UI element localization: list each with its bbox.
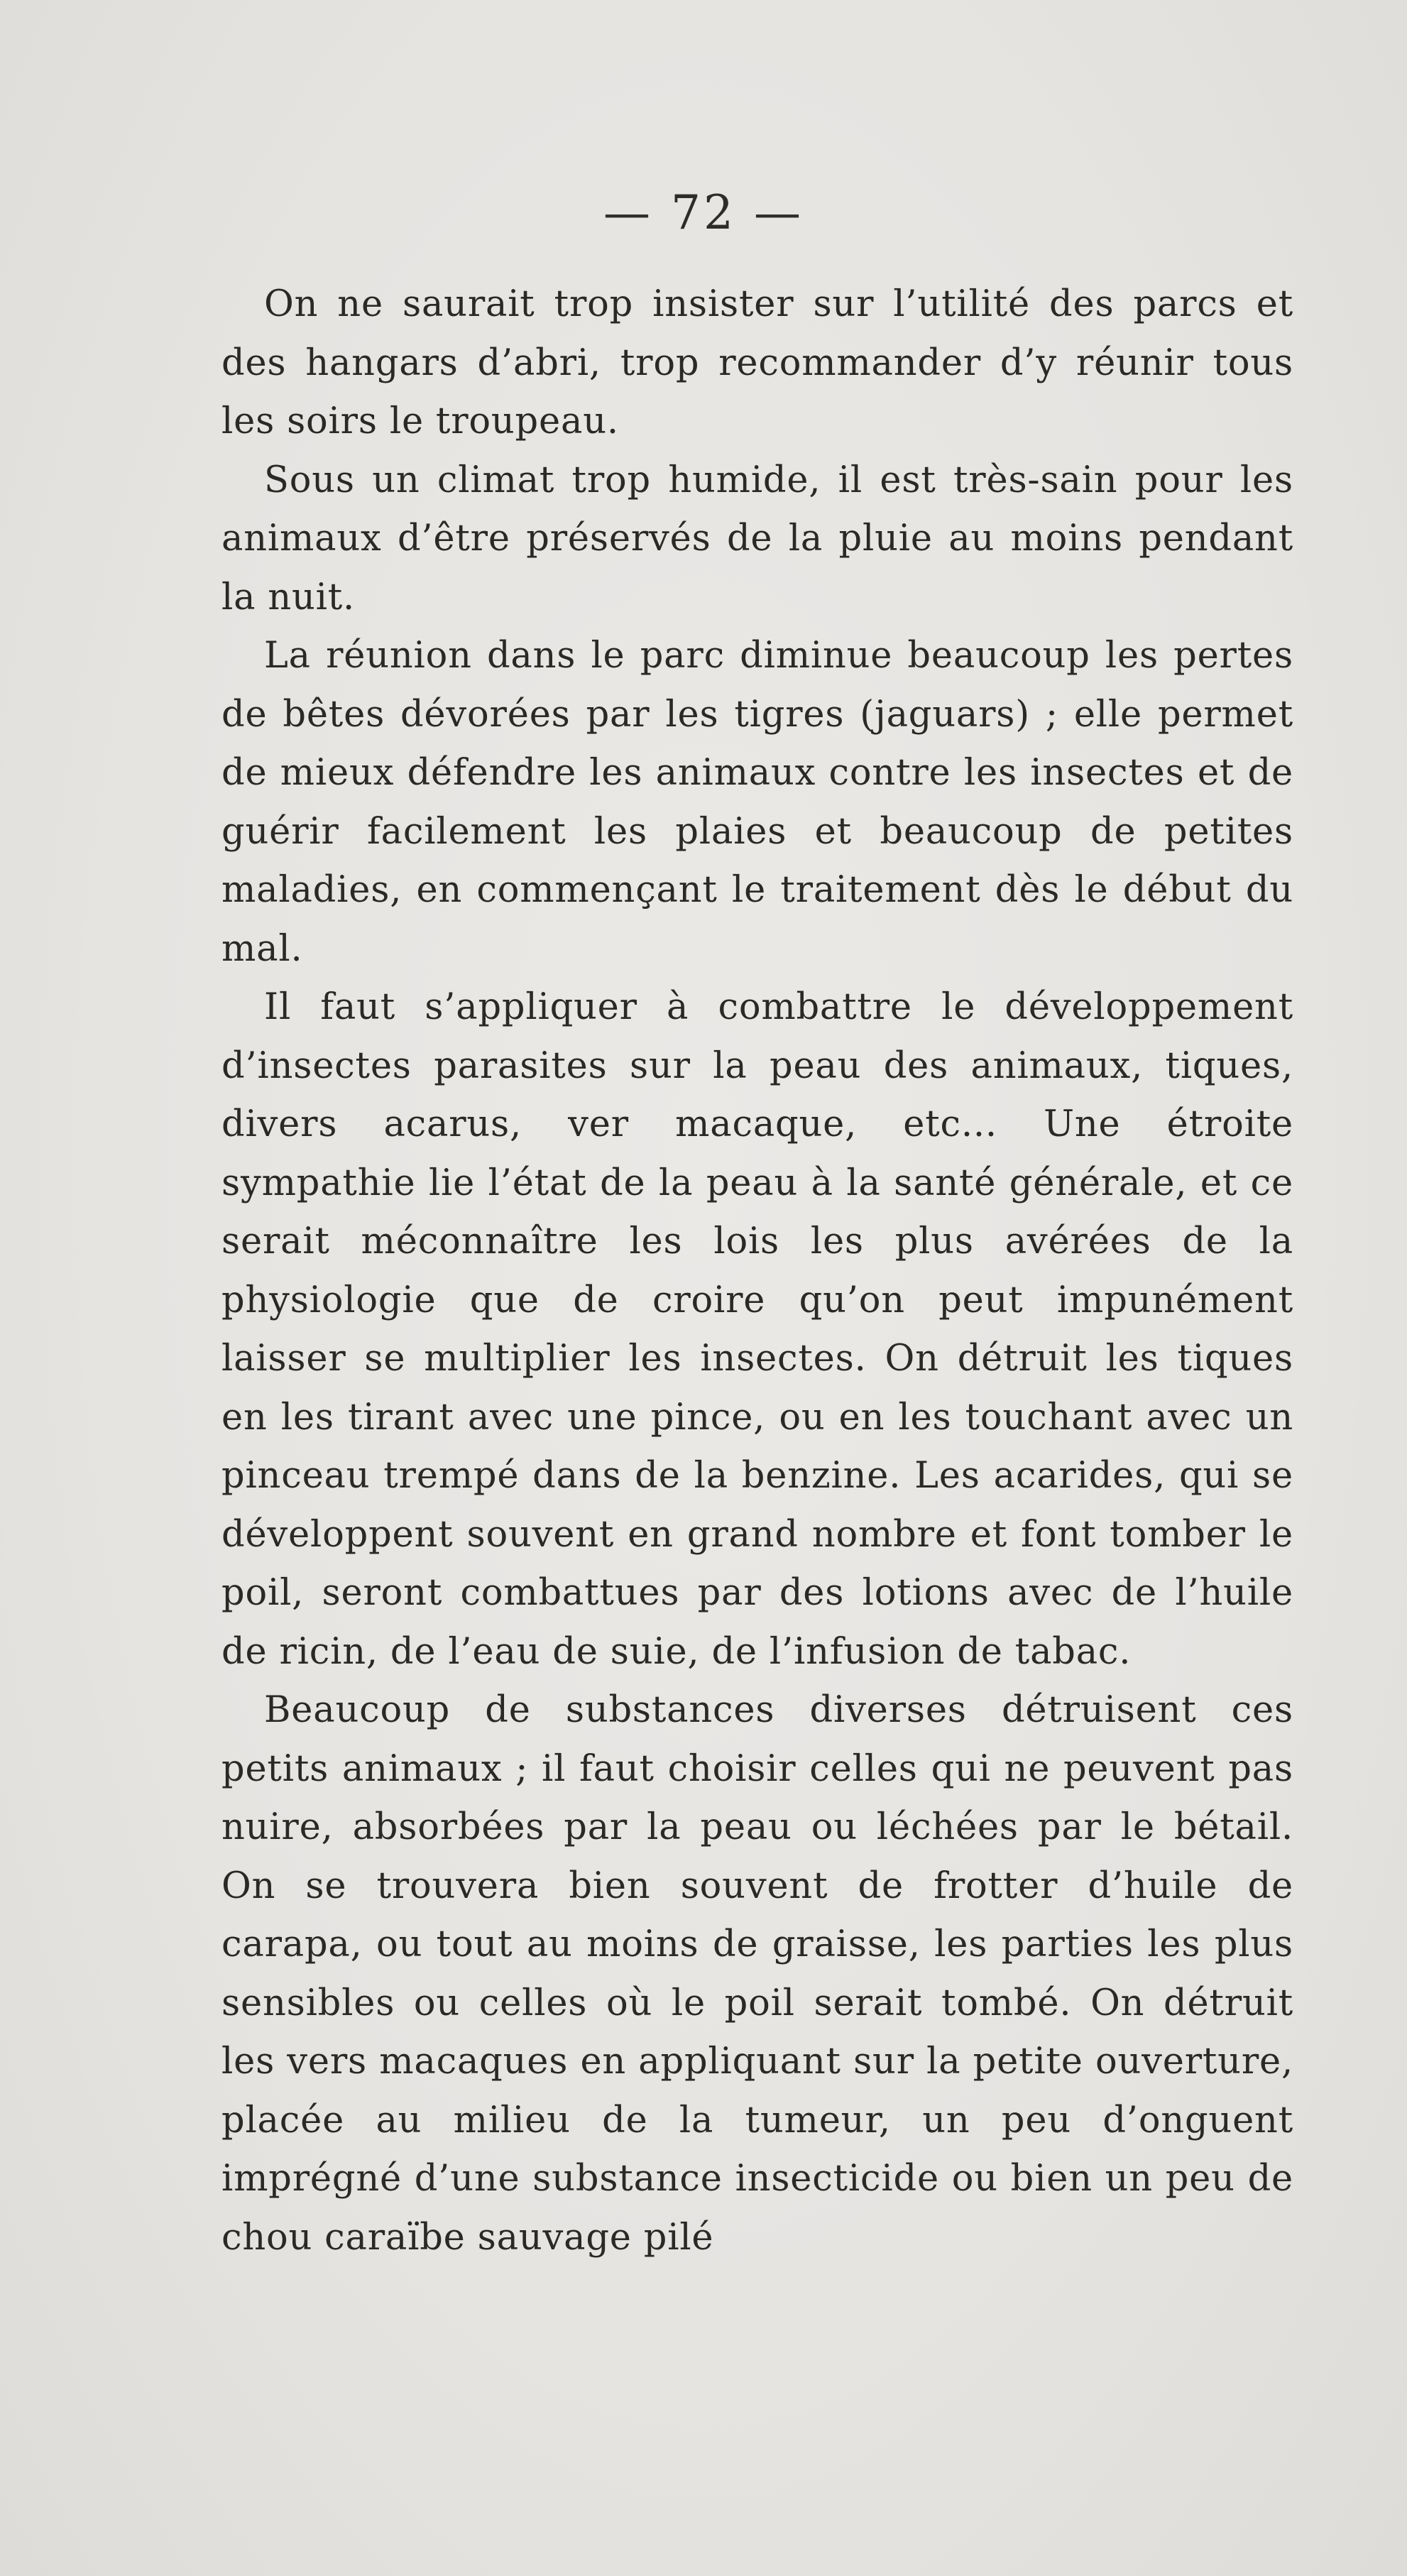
paragraph-humid-climate: Sous un climat trop humide, il est très-sain pour les animaux d’être préservés de la pluie au moins pendant la nuit.	[221, 459, 1293, 618]
page-number: — 72 —	[603, 185, 804, 240]
paragraph-shelter: On ne saurait trop insister sur l’utilité des parcs et des hangars d’abri, trop recommander d’y réunir tous les soirs le troupeau.	[221, 283, 1293, 442]
body-text	[221, 275, 1293, 2267]
paragraph-substances: Beaucoup de substances diverses détruisent ces petits animaux ; il faut choisir celles qui ne peuvent pas nuire, absorbées par la peau ou léchées par le bétail. On se trouvera bien souvent de frotter d’huile de carapa, ou tout au moins de graisse, les parties les plus sensibles ou celles où le poil serait tombé. On détruit les vers macaques en appliquant sur la petite ouverture, placée au milieu de la tumeur, un peu d’onguent imprégné d’une substance insecticide ou bien un peu de chou caraïbe sauvage pilé	[221, 1689, 1293, 2259]
paragraph-park-gathering: La réunion dans le parc diminue beaucoup les pertes de bêtes dévorées par les tigres (jaguars) ; elle permet de mieux défendre les animaux contre les insectes et de guérir facilement les plaies et beaucoup de petites maladies, en commençant le traitement dès le début du mal.	[221, 635, 1293, 970]
paragraph-parasites: Il faut s’appliquer à combattre le développement d’insectes parasites sur la peau des animaux, tiques, divers acarus, ver macaque, etc... Une étroite sympathie lie l’état de la peau à la santé générale, et ce serait méconnaître les lois les plus avérées de la physiologie que de croire qu’on peut impunément laisser se multiplier les insectes. On détruit les tiques en les tirant avec une pince, ou en les touchant avec un pinceau trempé dans de la benzine. Les acarides, qui se développent souvent en grand nombre et font tomber le poil, seront combattues par des lotions avec de l’huile de ricin, de l’eau de suie, de l’infusion de tabac.	[221, 986, 1293, 1673]
